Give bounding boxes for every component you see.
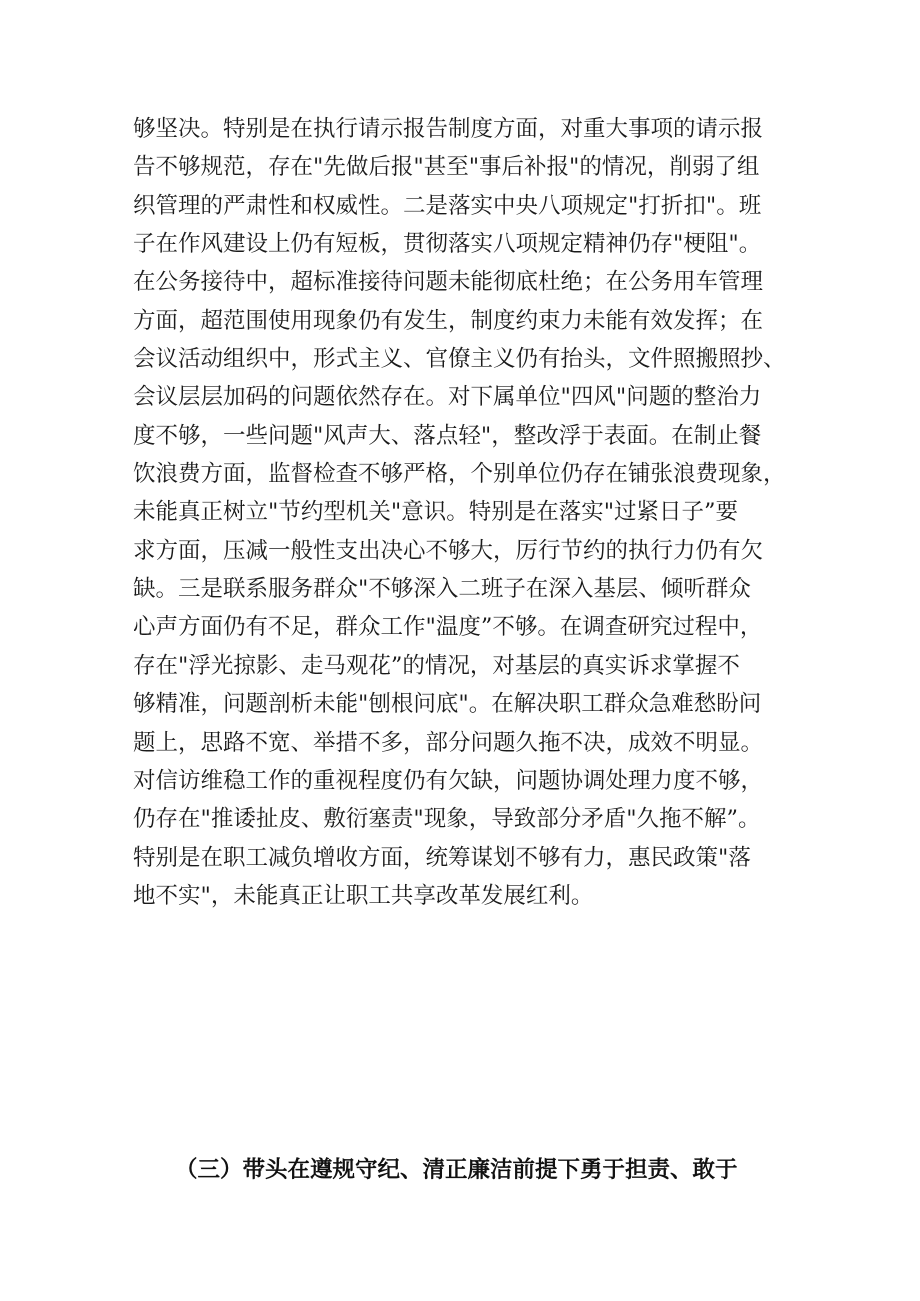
text-line: 缺。三是联系服务群众"不够深入二班子在深入基层、倾听群众 [133, 576, 751, 603]
text-line: 仍存在"推诿扯皮、敷衍塞责"现象，导致部分矛盾"久拖不解”。 [133, 806, 761, 833]
text-line: 会议活动组织中，形式主义、官僚主义仍有抬头，文件照搬照抄、 [133, 346, 786, 373]
section-heading: （三）带头在遵规守纪、清正廉洁前提下勇于担责、敢于 [175, 1157, 738, 1183]
text-line: 饮浪费方面，监督检查不够严格，个别单位仍存在铺张浪费现象， [133, 461, 786, 488]
text-line: 存在"浮光掠影、走马观花”的情况，对基层的真实诉求掌握不 [133, 652, 740, 679]
text-line: 织管理的严肃性和权威性。二是落实中央八项规定"打折扣"。班 [133, 192, 762, 219]
text-line: 够精准，问题剖析未能"刨根问底"。在解决职工群众急难愁盼问 [133, 691, 762, 718]
text-line: 子在作风建设上仍有短板，贯彻落实八项规定精神仍存"梗阻"。 [133, 231, 762, 258]
text-line: 方面，超范围使用现象仍有发生，制度约束力未能有效发挥；在 [133, 307, 764, 334]
text-line: 地不实"，未能真正让职工共享改革发展红利。 [133, 882, 594, 909]
text-line: 对信访维稳工作的重视程度仍有欠缺，问题协调处理力度不够， [133, 767, 764, 794]
text-line: 在公务接待中，超标准接待问题未能彻底杜绝；在公务用车管理 [133, 269, 764, 296]
body-text [133, 110, 793, 915]
text-line: 会议层层加码的问题依然存在。对下属单位"四风"问题的整治力 [133, 384, 762, 411]
text-line: 求方面，压减一般性支出决心不够大，厉行节约的执行力仍有欠 [133, 537, 764, 564]
text-line: 特别是在职工减负增收方面，统筹谋划不够有力，惠民政策"落 [133, 844, 751, 871]
text-line: 告不够规范，存在"先做后报"甚至"事后补报"的情况，削弱了组 [133, 154, 760, 181]
text-line: 度不够，一些问题"风声大、落点轻"，整改浮于表面。在制止餐 [133, 422, 762, 449]
text-line: 心声方面仍有不足，群众工作"温度”不够。在调查研究过程中， [133, 614, 763, 641]
text-line: 题上，思路不宽、举措不多，部分问题久拖不决，成效不明显。 [133, 729, 764, 756]
text-line: 未能真正树立"节约型机关"意识。特别是在落实"过紧日子”要 [133, 499, 739, 526]
text-line: 够坚决。特别是在执行请示报告制度方面，对重大事项的请示报 [133, 116, 764, 142]
